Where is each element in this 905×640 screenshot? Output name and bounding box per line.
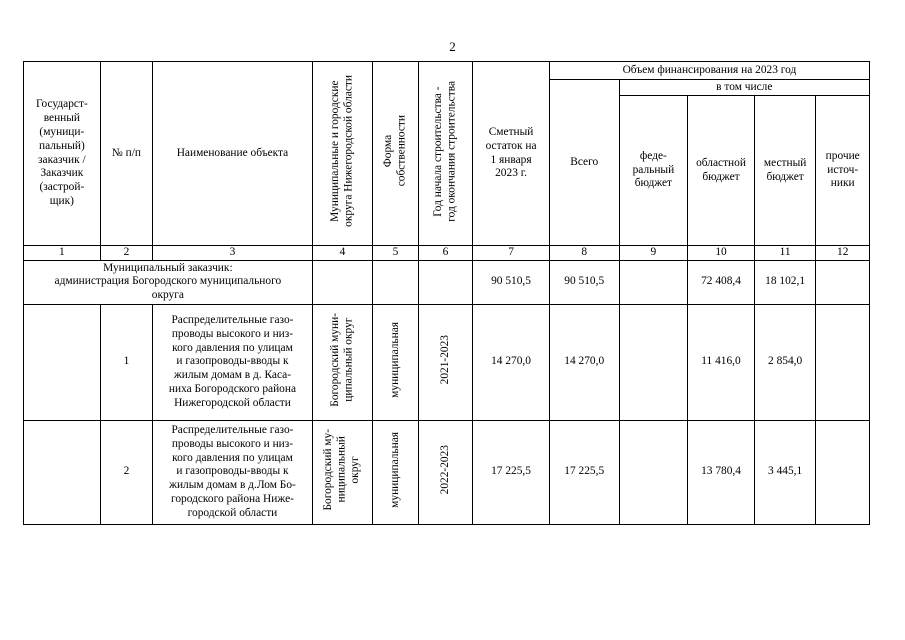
column-number: 11 — [754, 246, 816, 261]
row-total: 17 225,5 — [549, 420, 619, 524]
summary-federal — [619, 260, 688, 304]
row-total: 14 270,0 — [549, 304, 619, 420]
row-object-name: Распределительные газо- проводы высокого и низ- кого давления по улицам и газопроводы-вводы к жилым домам в д.Лом Бо- городского района Ниже- городской области — [153, 420, 313, 524]
row-district-text: Богородский му- ниципальный округ — [322, 429, 362, 511]
row-ownership-text: муниципальная — [388, 322, 401, 398]
header-years-line1: Год начала строительства - — [431, 85, 444, 217]
summary-other — [816, 260, 870, 304]
summary-label: Муниципальный заказчик: администрация Богородского муниципального округа — [24, 260, 313, 304]
row-years — [418, 420, 473, 524]
header-years — [418, 62, 473, 246]
row-other — [816, 304, 870, 420]
summary-row — [24, 260, 870, 304]
header-other: прочие источ- ники — [816, 96, 870, 246]
column-number: 9 — [619, 246, 688, 261]
table-row — [24, 304, 870, 420]
header-district — [312, 62, 373, 246]
summary-local: 18 102,1 — [754, 260, 816, 304]
row-district-text: Богородский муни- ципальный округ — [329, 313, 355, 407]
row-customer — [24, 304, 101, 420]
summary-regional: 72 408,4 — [688, 260, 755, 304]
summary-total: 90 510,5 — [549, 260, 619, 304]
column-number: 8 — [549, 246, 619, 261]
row-local: 2 854,0 — [754, 304, 816, 420]
header-federal: феде- ральный бюджет — [619, 96, 688, 246]
row-regional: 13 780,4 — [688, 420, 755, 524]
column-number-row — [24, 246, 870, 261]
row-ownership — [373, 420, 418, 524]
header-financing: Объем финансирования на 2023 год — [549, 62, 869, 80]
row-federal — [619, 304, 688, 420]
row-federal — [619, 420, 688, 524]
column-number: 4 — [312, 246, 373, 261]
row-years-text: 2021-2023 — [438, 335, 451, 385]
column-number: 1 — [24, 246, 101, 261]
row-customer — [24, 420, 101, 524]
page-number: 2 — [449, 39, 456, 54]
header-district-line2: округа Нижегородской области — [342, 75, 355, 227]
row-num: 2 — [100, 420, 152, 524]
header-object-name: Наименование объекта — [153, 62, 313, 246]
row-ownership-text: муниципальная — [388, 432, 401, 508]
table-row — [24, 420, 870, 524]
header-ownership-line2: собственности — [395, 115, 408, 187]
column-number: 6 — [418, 246, 473, 261]
row-district — [312, 304, 373, 420]
column-number: 7 — [473, 246, 550, 261]
column-number: 12 — [816, 246, 870, 261]
summary-district — [312, 260, 373, 304]
row-years — [418, 304, 473, 420]
row-other — [816, 420, 870, 524]
summary-balance: 90 510,5 — [473, 260, 550, 304]
header-balance: Сметный остаток на 1 января 2023 г. — [473, 62, 550, 246]
row-object-name: Распределительные газо- проводы высокого и низ- кого давления по улицам и газопроводы-вводы к жилым домам в д. Каса- ниха Богородского района Нижегородской области — [153, 304, 313, 420]
row-ownership — [373, 304, 418, 420]
header-num: № п/п — [100, 62, 152, 246]
header-customer: Государст- венный (муници- пальный) заказчик / Заказчик (застрой- щик) — [24, 62, 101, 246]
row-regional: 11 416,0 — [688, 304, 755, 420]
column-number: 3 — [153, 246, 313, 261]
row-district — [312, 420, 373, 524]
row-local: 3 445,1 — [754, 420, 816, 524]
row-balance: 17 225,5 — [473, 420, 550, 524]
row-num: 1 — [100, 304, 152, 420]
column-number: 2 — [100, 246, 152, 261]
header-regional: областной бюджет — [688, 96, 755, 246]
header-total: Всего — [549, 80, 619, 246]
header-years-line2: год окончания строительства — [445, 80, 458, 222]
header-local: местный бюджет — [754, 96, 816, 246]
header-district-line1: Муниципальные и городские — [329, 80, 342, 222]
row-balance: 14 270,0 — [473, 304, 550, 420]
header-ownership-line1: Форма — [382, 134, 395, 168]
financing-table — [23, 61, 870, 525]
summary-ownership — [373, 260, 418, 304]
header-ownership — [373, 62, 418, 246]
column-number: 5 — [373, 246, 418, 261]
summary-years — [418, 260, 473, 304]
column-number: 10 — [688, 246, 755, 261]
header-including: в том числе — [619, 80, 869, 96]
row-years-text: 2022-2023 — [438, 445, 451, 495]
